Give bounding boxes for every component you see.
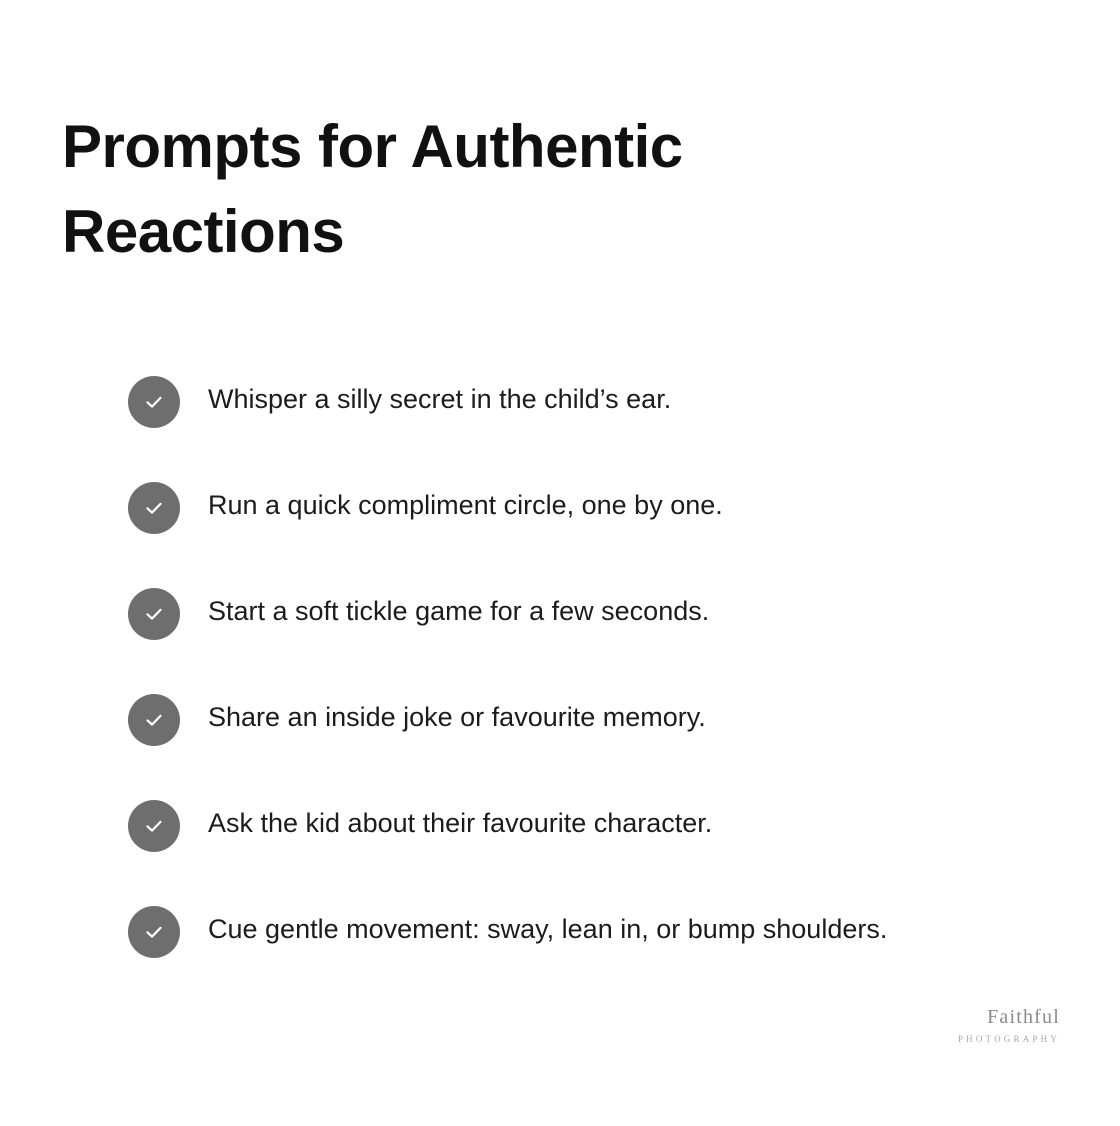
check-icon [128,694,180,746]
list-item-label: Share an inside joke or favourite memory. [208,702,706,733]
page-title: Prompts for Authentic Reactions [62,113,683,266]
check-icon [128,906,180,958]
list-item-label: Run a quick compliment circle, one by one. [208,490,723,521]
brand-subtitle: PHOTOGRAPHY [957,1034,1060,1044]
list-item [128,902,1058,958]
list-item-label: Cue gentle movement: sway, lean in, or bump shoulders. [208,914,888,945]
list-item-label: Ask the kid about their favourite character. [208,808,713,839]
brand-name: Faithful [987,1006,1060,1028]
checklist [62,372,1058,958]
check-icon [128,588,180,640]
check-icon [128,800,180,852]
list-item [128,478,1058,534]
list-item-label: Whisper a silly secret in the child’s ear. [208,384,672,415]
list-item [128,690,1058,746]
list-item [128,372,1058,428]
check-icon [128,482,180,534]
list-item [128,584,1058,640]
list-item-label: Start a soft tickle game for a few seconds. [208,596,710,627]
brand-logo [958,1005,1060,1044]
list-item [128,796,1058,852]
check-icon [128,376,180,428]
